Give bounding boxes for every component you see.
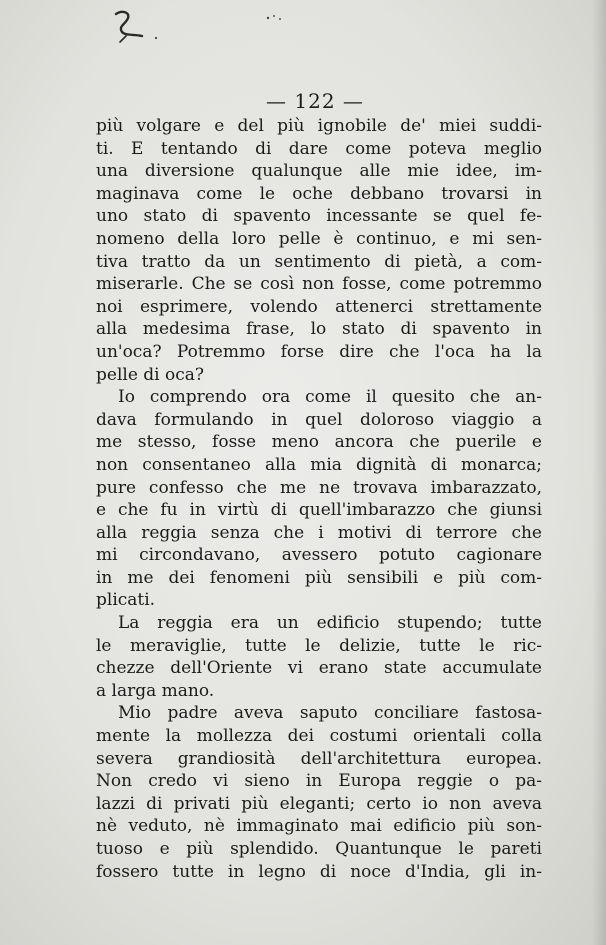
text-line: Non credo vi sieno in Europa reggie o pa- [96, 771, 542, 792]
text-line: mi circondavano, avessero potuto cagionare [96, 545, 542, 566]
text-line: uno stato di spavento incessante se quel fe- [96, 206, 542, 227]
text-line: non consentaneo alla mia dignità di monarca; [96, 454, 542, 475]
text-line: maginava come le oche debbano trovarsi in [96, 183, 542, 204]
text-line: tuoso e più splendido. Quantunque le pareti [96, 839, 542, 859]
text-line: alla reggia senza che i motivi di terrore che [96, 522, 542, 543]
text-line: dava formulando in quel doloroso viaggio a [96, 409, 542, 430]
text-line: mente la mollezza dei costumi orientali colla [96, 726, 542, 747]
text-line: un'oca? Potremmo forse dire che l'oca ha la [96, 341, 542, 362]
text-line: nè veduto, nè immaginato mai edificio più son- [96, 816, 542, 837]
text-line: ti. E tentando di dare come poteva meglio [96, 138, 542, 159]
text-line: severa grandiosità dell'architettura europea. [96, 748, 542, 769]
text-line: pelle di oca? [96, 364, 205, 385]
text-line: e che fu in virtù di quell'imbarazzo che giunsi [96, 500, 542, 521]
text-line: La reggia era un edificio stupendo; tutte [118, 613, 542, 634]
text-line: le meraviglie, tutte le delizie, tutte le ric- [96, 635, 542, 656]
text-line: lazzi di privati più eleganti; certo io non aveva [96, 793, 542, 814]
text-line: miserarle. Che se così non fosse, come potremmo [96, 274, 542, 295]
page-edge-shadow [592, 0, 606, 945]
text-line: fossero tutte in legno di noce d'India, gli in- [96, 861, 542, 882]
text-line: in me dei fenomeni più sensibili e più com- [96, 567, 542, 588]
text-line: una diversione qualunque alle mie idee, im- [96, 161, 542, 182]
text-line: pure confesso che me ne trovava imbarazzato, [96, 477, 542, 498]
ink-scribble-mark [108, 6, 288, 46]
text-line: plicati. [96, 590, 156, 611]
text-line: tiva tratto da un sentimento di pietà, a com- [96, 251, 542, 272]
text-line: a larga mano. [96, 680, 215, 701]
text-line: più volgare e del più ignobile de' miei suddi- [96, 116, 542, 136]
text-line: Mio padre aveva saputo conciliare fastosa- [118, 703, 542, 724]
text-line: Io comprendo ora come il quesito che an- [118, 387, 542, 408]
page-number: — 122 — [266, 89, 364, 113]
text-line: noi esprimere, volendo attenerci strettamente [96, 296, 542, 317]
text-line: nomeno della loro pelle è continuo, e mi sen- [96, 228, 542, 249]
text-line: alla medesima frase, lo stato di spavento in [96, 319, 542, 340]
text-line: chezze dell'Oriente vi erano state accumulate [96, 658, 542, 679]
text-line: me stesso, fosse meno ancora che puerile e [96, 432, 542, 453]
body-text [96, 115, 542, 883]
